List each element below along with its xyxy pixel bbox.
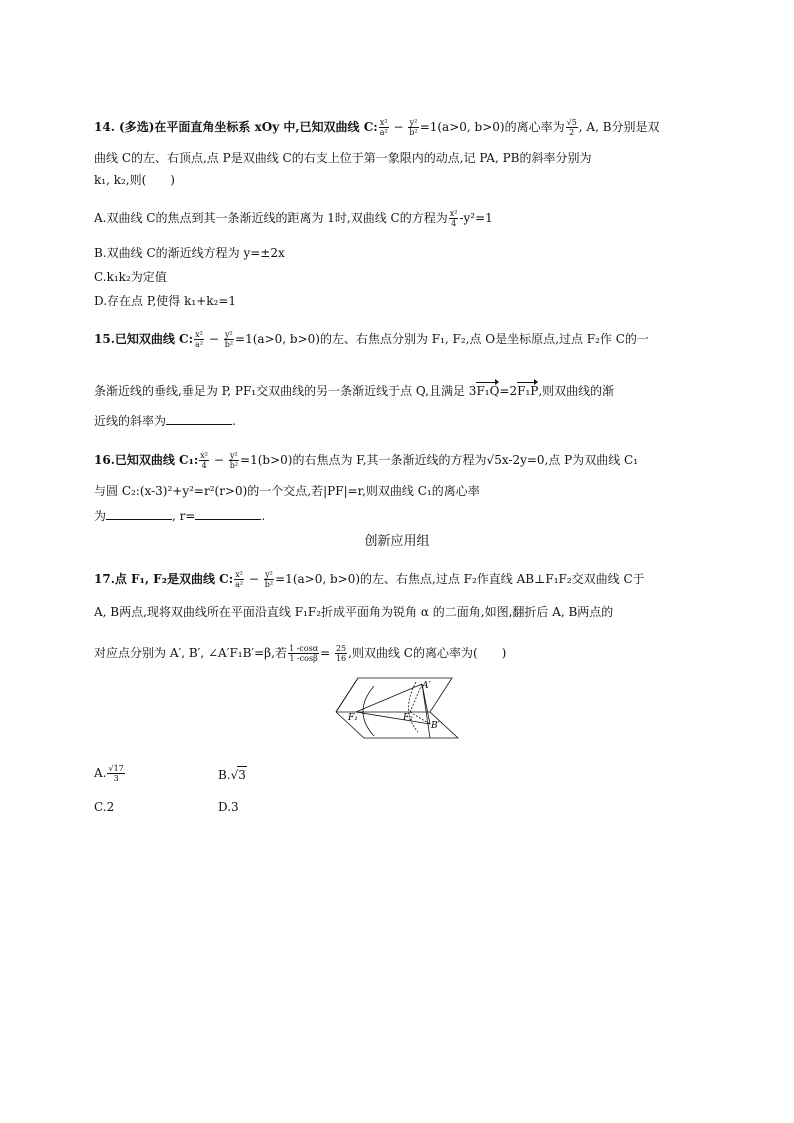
- frac-sqrt5-2: $\frac{√5}{2}$: [566, 118, 577, 137]
- frac-x2-a2: $\frac{\text{x²}}{\text{a²}}$: [235, 570, 244, 589]
- q16-line2: 与圆 C₂:(x-3)²+y²=r²(r>0)的一个交点,若|PF|=r,则双曲线 C₁的离心率: [94, 484, 480, 498]
- q14-line2: 曲线 C的左、右顶点,点 P是双曲线 C的右支上位于第一象限内的动点,记 PA, PB的斜率分别为: [94, 151, 592, 165]
- frac-y2-b2: $\frac{\text{y²}}{\text{b²}}$: [264, 570, 274, 589]
- q14-option-c: C.k₁k₂为定值: [94, 270, 167, 284]
- answer-blank[interactable]: [166, 414, 232, 425]
- q15-line1: 15.已知双曲线 C: $\frac{\text{x²}}{\text{a²}}$ − $\frac{\text{y²}}{\text{b²}}$ =1(a>0, b>0)的左、右焦点分别为 F₁, F₂,点 O是坐标原点,过点 F₂作 C的一: [94, 330, 649, 349]
- frac-x2-a2: $\frac{\text{x²}}{\text{a²}}$: [379, 118, 388, 137]
- answer-blank[interactable]: [106, 509, 172, 520]
- q14-option-a: A.双曲线 C的焦点到其一条渐近线的距离为 1时,双曲线 C的方程为 $\frac{\text{x²}}{4}$ -y²=1: [94, 209, 493, 228]
- section-heading: 创新应用组: [364, 534, 430, 549]
- q14-line3: k₁, k₂,则( ): [94, 173, 175, 187]
- frac-y2-b2: $\frac{\text{y²}}{\text{b²}}$: [409, 118, 418, 137]
- q14-text-c: , A, B分别是双: [578, 120, 660, 134]
- q15-line3: 近线的斜率为 .: [94, 414, 236, 428]
- frac-cos: $\frac{1 -\cos\alpha}{1 -\cos\beta}$: [288, 644, 319, 663]
- label-f1: F₁: [348, 713, 358, 723]
- label-f2: F₂: [403, 713, 413, 723]
- q16-line3: 为 , r= .: [94, 509, 266, 523]
- vector-f1p: F₁P: [517, 381, 538, 399]
- frac-x2-4: $\frac{\text{x²}}{4}$: [449, 209, 458, 228]
- q17-line3: 对应点分别为 A′, B′, ∠A′F₁B′=β,若 $\frac{1 -\cos\alpha}{1 -\cos\beta}$ = $\frac{25}{16}$ ,则双曲线 C的离心率为( ): [94, 644, 507, 663]
- frac-25-16: $\frac{25}{16}$: [335, 644, 347, 663]
- q17-option-c: C.2: [94, 800, 115, 814]
- q14-option-b: B.双曲线 C的渐近线方程为 y=±2x: [94, 246, 285, 260]
- q15-line2: 条渐近线的垂线,垂足为 P, PF₁交双曲线的另一条渐近线于点 Q,且满足 3F₁Q=2F₁P,则双曲线的渐: [94, 381, 614, 399]
- frac-y2-b2: $\frac{\text{y²}}{\text{b²}}$: [229, 451, 239, 470]
- q17-option-d: D.3: [218, 800, 239, 814]
- q17-line2: A, B两点,现将双曲线所在平面沿直线 F₁F₂折成平面角为锐角 α 的二面角,如图,翻折后 A, B两点的: [94, 605, 614, 619]
- sqrt5: √5: [486, 453, 502, 467]
- q17-option-a: A. $\frac{√17}{3}$: [94, 764, 124, 783]
- label-b-prime: B′: [431, 721, 440, 731]
- answer-blank[interactable]: [195, 509, 261, 520]
- q14-text-a: 14. (多选)在平面直角坐标系 xOy 中,已知双曲线 C:: [94, 120, 378, 134]
- frac-y2-b2: $\frac{\text{y²}}{\text{b²}}$: [224, 330, 234, 349]
- q14-line1: 14. (多选)在平面直角坐标系 xOy 中,已知双曲线 C: $\frac{\text{x²}}{\text{a²}}$ − $\frac{\text{y²}}{\text{b²}}$ =1(a>0, b>0)的离心率为 $\frac{√5}{2}$ , A, B分别是双: [94, 118, 660, 137]
- label-a-prime: A′: [422, 681, 431, 691]
- folded-hyperbola-figure: [334, 674, 464, 742]
- q16-line1: 16.已知双曲线 C₁: $\frac{\text{x²}}{4}$ − $\frac{\text{y²}}{\text{b²}}$ =1(b>0)的右焦点为 F,其一条渐近线的方程为√5x-2y=0,点 P为双曲线 C₁: [94, 451, 639, 470]
- q17-option-b: B.√3: [218, 768, 246, 782]
- q17-line1: 17.点 F₁, F₂是双曲线 C: $\frac{\text{x²}}{\text{a²}}$ − $\frac{\text{y²}}{\text{b²}}$ =1(a>0, b>0)的左、右焦点,过点 F₂作直线 AB⊥F₁F₂交双曲线 C于: [94, 570, 645, 589]
- vector-f1q: F₁Q: [476, 381, 499, 399]
- frac-x2-a2: $\frac{\text{x²}}{\text{a²}}$: [195, 330, 204, 349]
- frac-sqrt17-3: $\frac{√17}{3}$: [108, 764, 124, 783]
- frac-x2-4: $\frac{\text{x²}}{4}$: [200, 451, 209, 470]
- q14-option-d: D.存在点 P,使得 k₁+k₂=1: [94, 294, 237, 308]
- q14-text-b: =1(a>0, b>0)的离心率为: [419, 120, 565, 134]
